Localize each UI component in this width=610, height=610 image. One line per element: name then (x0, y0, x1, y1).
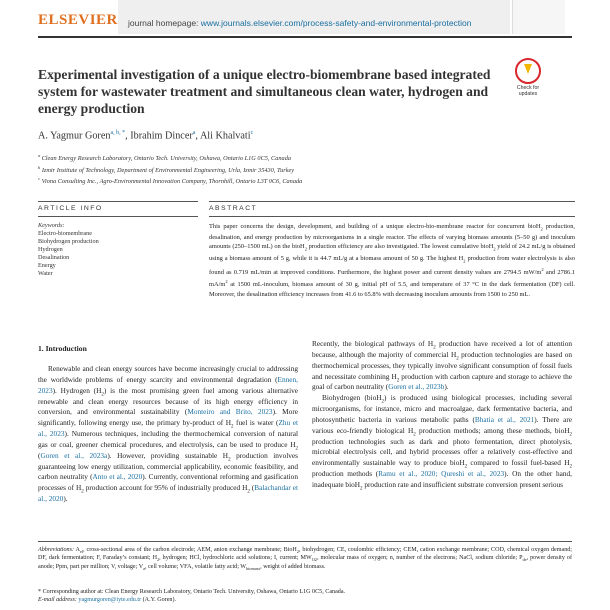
citation-link[interactable]: Monteiro and Brito, 2023 (187, 407, 273, 417)
author-list: A. Yagmur Goren$^{a, b, *}$, Ibrahim Dincer$^a$, Ali Khalvati$^c$ (38, 130, 254, 142)
keyword: Biohydrogen production (38, 237, 99, 245)
keyword: Desalination (38, 253, 70, 261)
journal-header-band (118, 0, 510, 34)
citation-link[interactable]: Goren et al., 2023b (388, 382, 445, 392)
citation-link[interactable]: Balachandar et al., 2020 (38, 483, 298, 504)
author-name[interactable]: Ali Khalvati (199, 130, 251, 142)
check-updates-label: Check for updates (516, 85, 540, 97)
affiliation-item: $^b$ Izmir Institute of Technology, Department of Environmental Engineering, Urla, Izmir 35430, Turkey (38, 164, 295, 174)
affiliation-item: $^a$ Clean Energy Research Laboratory, Ontario Tech. University, Oshawa, Ontario L1G 0C5, Canada (38, 153, 292, 163)
citation-link[interactable]: Bhatia et al., 2021 (474, 414, 535, 424)
keyword: Water (38, 269, 53, 277)
email-label: E-mail address: (38, 597, 77, 604)
article-info-heading: ARTICLE INFO (38, 205, 103, 212)
keyword: Energy (38, 261, 56, 269)
homepage-link[interactable]: www.journals.elsevier.com/process-safety-and-environmental-protection (200, 18, 472, 28)
citation-link[interactable]: Ennen, 2023 (38, 374, 298, 395)
affiliation-list (38, 152, 578, 187)
keywords-label: Keywords: (38, 222, 65, 229)
keyword-list (38, 230, 99, 277)
author-affil-marker[interactable]: a (192, 130, 196, 136)
journal-cover-thumbnail[interactable] (512, 0, 565, 34)
body-column-left: Renewable and clean energy sources have become increasingly crucial to addressing the worldwide problems of energy scarcity and environmental degradation (Ennen, 2023). Hydrogen $(H_2)$ is the most promising green fuel among various alternative renewable and clean energy resources because of its high energy efficiency in conversion, and environmental sustainability (Monteiro and Brito, 2023). More significantly, following energy use, the primary by-product of $H_2$ fuel is water (Zhu et al., 2023). Numerous techniques, including the thermochemical conversion of natural gas or coal, greener chemical procedures, and electrolysis, can be used to produce $H_2$ (Goren et al., 2023a). However, providing sustainable $H_2$ production involves guaranteeing low energy utilization, commercial applicability, economic feasibility, and carbon neutrality (Anto et al., 2020). Currently, conventional reforming and gasification processes of $H_2$ production account for 95% of industrially produced $H_2$ (Balachandar et al., 2020). (38, 364, 298, 504)
journal-homepage (128, 18, 472, 28)
email-suffix: (A.Y. Goren). (142, 597, 177, 604)
check-for-updates-button[interactable] (514, 58, 542, 98)
check-updates-icon (515, 58, 541, 84)
header-rule (38, 36, 572, 38)
abstract-rule (209, 216, 575, 217)
email-link[interactable]: yagmurgoren@iyte.edu.tr (78, 597, 142, 604)
keyword: Electro-biomembrane (38, 230, 92, 237)
citation-link[interactable]: Goren et al., 2023a (40, 450, 108, 460)
keyword: Hydrogen (38, 245, 63, 253)
body-paragraph: Biohydrogen (bioH$_2$) is produced using biological processes, including several microorganisms, for instance, micro and macroalgae, dark fermentative bacteria, and photosynthetic bacteria in various metabolic paths (Bhatia et al., 2021). There are various eco-friendly biological $H_2$ production methods; among these methods, bioH$_2$ production technologies such as dark and photo fermentation, direct photolysis, microbial electrolysis cell, and hybrid processes offer a relatively cost-effective and environmentally sustainable way to produce bioH$_2$ compared to fossil fuel-based $H_2$ production methods (Ramu et al., 2020; Qureshi et al., 2023). On the other hand, inadequate bioH$_2$ production rate and insufficient substrate conversion present serious (312, 393, 573, 492)
article-info-rule-top (38, 201, 198, 202)
citation-link[interactable]: Ramu et al., 2020; Qureshi et al., 2023 (378, 469, 505, 479)
section-heading-introduction: 1. Introduction (38, 344, 87, 353)
homepage-label: journal homepage: (128, 18, 199, 28)
abstract-rule-top (209, 201, 575, 202)
author-affil-marker[interactable]: c (250, 130, 254, 136)
author-affil-marker[interactable]: a, b, * (110, 130, 126, 136)
author-name[interactable]: A. Yagmur Goren (38, 130, 111, 142)
citation-link[interactable]: Zhu et al., 2023 (38, 418, 298, 439)
citation-link[interactable]: Anto et al., 2020 (92, 472, 143, 482)
body-column-right (312, 339, 572, 491)
footnote-rule (38, 541, 572, 542)
elsevier-logo[interactable]: ELSEVIER (38, 12, 118, 28)
article-title: Experimental investigation of a unique electro-biomembrane based integrated system for wastewater treatment and simultaneous clean water, hydrogen and energy production (38, 67, 491, 116)
article-info-rule (38, 216, 198, 217)
abbreviations-footnote: Abbreviations: $A_{el}$, cross-sectional area of the carbon electrode; AEM, anion exchange membrane; BioH$_2$, biohydrogen; CE, coulombic efficiency; CEM, cation exchange membrane; COD, chemical oxygen demand; DF, dark fermentation; F, Faraday’s constant; $H_2$, hydrogen; HCl, hydrochloric acid solutions; I, current; $MW_{O2}$, molecular mass of oxygen; n, number of the electrons; NaCl, sodium chloride; $P_{de}$, power density of anode; Ppm, part per million; V, voltage; $V_a$, cell volume; VFA, volatile fatty acid; $W_{biomass}$, weight of added biomass. (38, 547, 572, 572)
abstract-text: This paper concerns the design, development, and building of a unique electro-bio-membrane reactor for concurrent bioH$_2$ production, desalination, and energy production by microorganisms in a single reactor. The effects of varying biomass amounts (5–50 g) and inoculum amounts (250–1500 mL) on the bioH$_2$ production efficiency are also investigated. The lowest cumulative bioH$_2$ yield of 24.2 mL/g is obtained using a biomass amount of 5 g, while it is 44.7 mL/g at a biomass amount of 50 g. The highest $H_2$ production from water electrolysis is also found as 0.719 mL/min at improved conditions. Furthermore, the highest power and current density values are 2794.5 $mW/m^2$ and 2786.1 $mA/m^2$ at 1500 mL-inoculum, biomass amount of 30 g, initial pH of 5.5, and temperature of 37 °C in the dark fermentation (DF) cell. Moreover, the desalination efficiency increases from 41.6 to 65.8% with decreasing inoculum amounts from 1500 to 250 mL. (209, 223, 576, 298)
abstract-heading: ABSTRACT (209, 205, 258, 212)
corresponding-author-footnote (38, 588, 572, 605)
author-name[interactable]: Ibrahim Dincer (130, 130, 193, 142)
body-paragraph: Recently, the biological pathways of $H_2$ production have received a lot of attention because, although the majority of commercial $H_2$ production technologies are based on thermochemical processes, they typically involve significant consumption of fossil fuels and necessitate combining $H_2$ production with carbon capture and storage to achieve the goal of carbon neutrality (Goren et al., 2023b). (312, 339, 573, 392)
affiliation-item: $^c$ Viona Consulting Inc., Agro-Environmental Innovation Company, Thornhill, Ontario L3T 0C6, Canada (38, 176, 303, 186)
email-line (38, 596, 572, 604)
corresponding-author: * Corresponding author at: Clean Energy Research Laboratory, Ontario Tech. University, Oshawa, Ontario L1G 0C5, Canada. (38, 589, 346, 595)
